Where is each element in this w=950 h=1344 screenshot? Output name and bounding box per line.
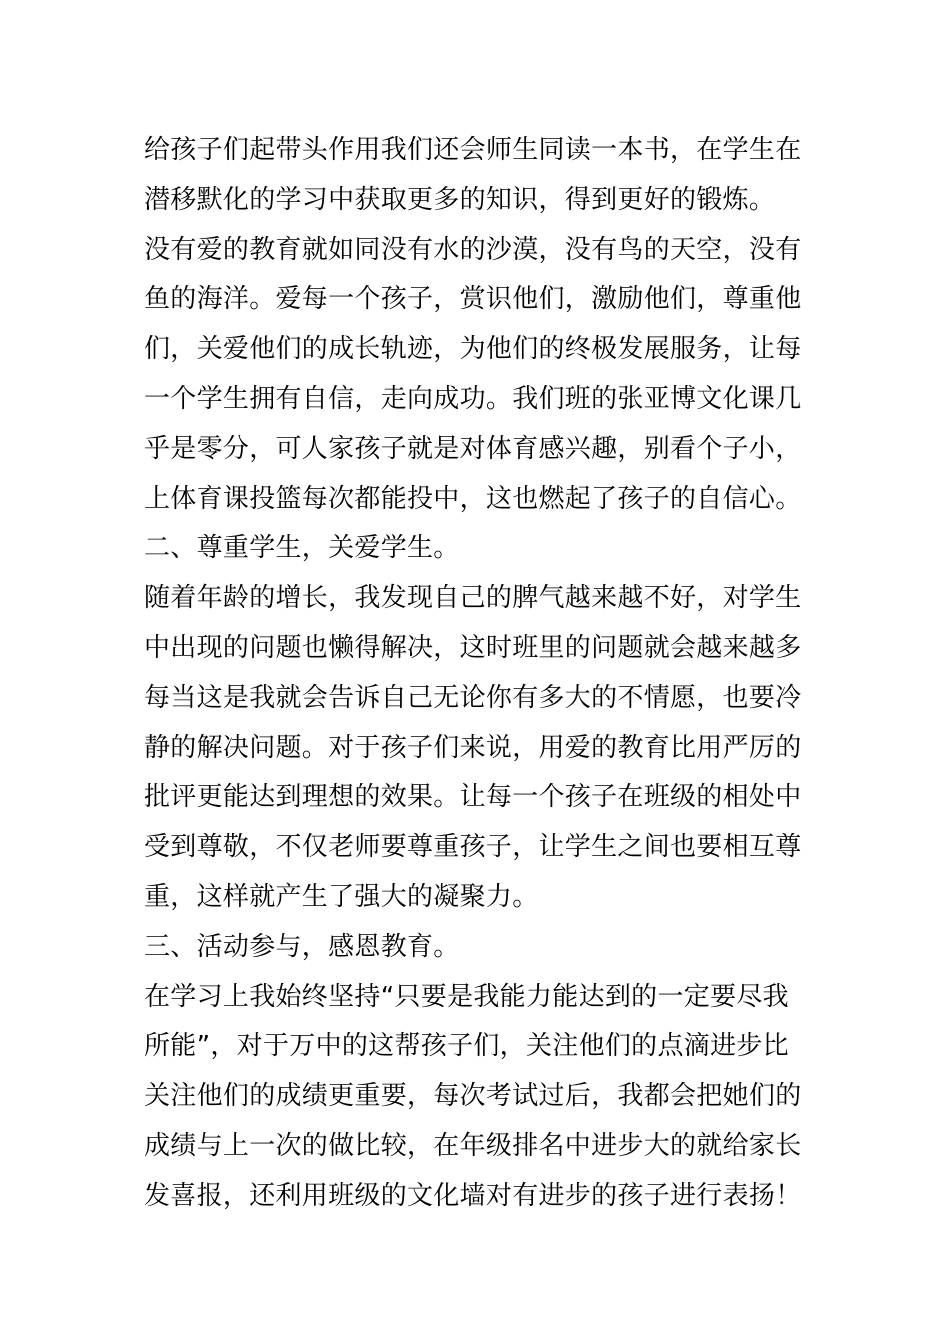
text-line: 批评更能达到理想的效果。让每一个孩子在班级的相处中	[144, 782, 802, 813]
text-line: 给孩子们起带头作用我们还会师生同读一本书，在学生在	[144, 135, 802, 165]
section-heading: 三、活动参与，感恩教育。	[144, 931, 460, 962]
text-line: 静的解决问题。对于孩子们来说，用爱的教育比用严厉的	[144, 732, 802, 763]
text-line: 中出现的问题也懒得解决，这时班里的问题就会越来越多	[144, 632, 802, 663]
text-line: 上体育课投篮每次都能投中，这也燃起了孩子的自信心。	[144, 483, 802, 514]
text-line: 每当这是我就会告诉自己无论你有多大的不情愿，也要冷	[144, 682, 802, 713]
text-line: 一个学生拥有自信，走向成功。我们班的张亚博文化课几	[144, 383, 802, 414]
text-line: 潜移默化的学习中获取更多的知识，得到更好的锻炼。	[144, 184, 776, 215]
section-heading: 二、尊重学生，关爱学生。	[144, 533, 460, 564]
text-line: 随着年龄的增长，我发现自己的脾气越来越不好，对学生	[144, 583, 802, 614]
text-line: 成绩与上一次的做比较，在年级排名中进步大的就给家长	[144, 1130, 802, 1161]
text-line: 发喜报，还利用班级的文化墙对有进步的孩子进行表扬！	[144, 1180, 802, 1211]
text-line: 受到尊敬，不仅老师要尊重孩子，让学生之间也要相互尊	[144, 832, 802, 863]
text-line: 没有爱的教育就如同没有水的沙漠，没有鸟的天空，没有	[144, 234, 802, 265]
text-line: 所能”，对于万中的这帮孩子们，关注他们的点滴进步比	[144, 1031, 789, 1062]
text-line: 鱼的海洋。爱每一个孩子，赏识他们，激励他们，尊重他	[144, 284, 802, 315]
text-line: 关注他们的成绩更重要，每次考试过后，我都会把她们的	[144, 1081, 802, 1112]
document-body	[144, 126, 816, 1222]
text-line: 重，这样就产生了强大的凝聚力。	[144, 881, 539, 912]
text-line: 在学习上我始终坚持“只要是我能力能达到的一定要尽我	[144, 981, 789, 1012]
text-line: 乎是零分，可人家孩子就是对体育感兴趣，别看个子小，	[144, 433, 802, 464]
text-line: 们，关爱他们的成长轨迹，为他们的终极发展服务，让每	[144, 334, 802, 365]
